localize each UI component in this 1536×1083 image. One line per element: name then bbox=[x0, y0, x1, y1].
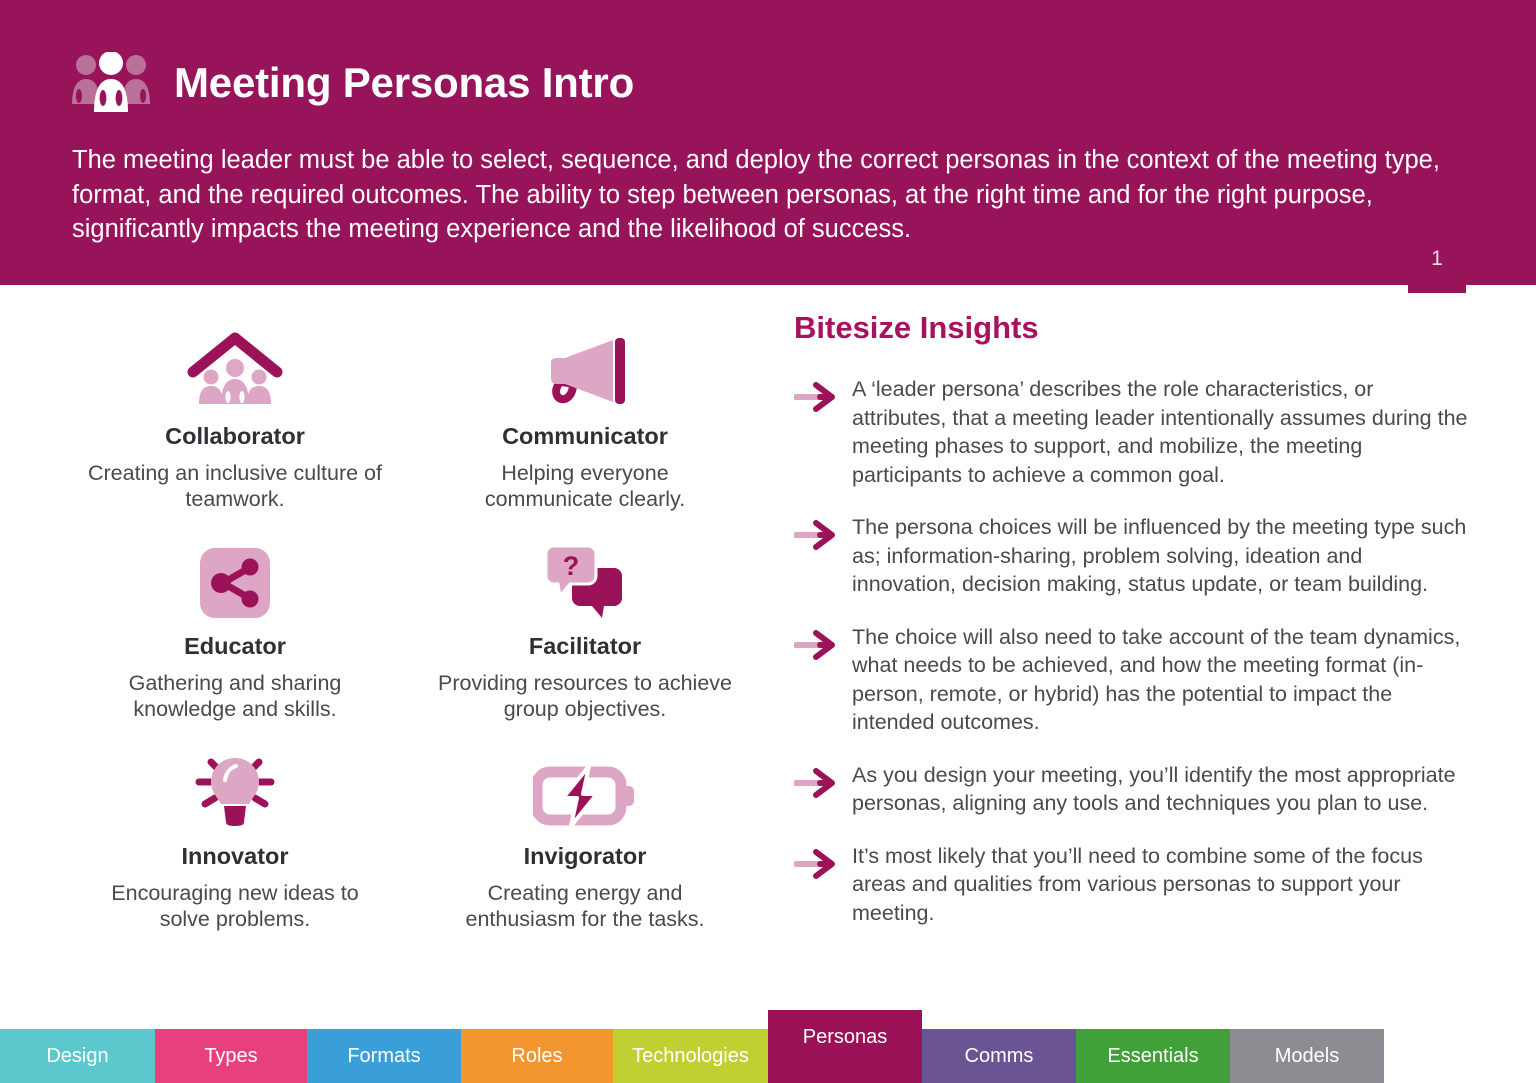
page-header bbox=[0, 0, 1536, 285]
nav-tab-label: Types bbox=[204, 1044, 258, 1067]
persona-card-collaborator[interactable] bbox=[60, 330, 410, 540]
persona-grid bbox=[60, 330, 760, 960]
insight-item bbox=[794, 842, 1484, 928]
insight-text: It’s most likely that you’ll need to combine some of the focus areas and qualities from various personas to support your meeting. bbox=[852, 843, 1423, 925]
insight-text: The persona choices will be influenced by the meeting type such as; information-sharing, problem solving, ideation and innovation, decision making, status update, or team building. bbox=[852, 515, 1467, 596]
nav-tab-types[interactable] bbox=[155, 1029, 307, 1083]
nav-tab-label: Essentials bbox=[1107, 1044, 1199, 1067]
header-title-row bbox=[70, 52, 634, 114]
persona-name: Invigorator bbox=[523, 843, 647, 869]
persona-name: Communicator bbox=[502, 423, 668, 449]
insight-item bbox=[794, 761, 1484, 818]
nav-tab-comms[interactable] bbox=[922, 1029, 1076, 1083]
insight-item bbox=[794, 375, 1484, 489]
persona-description: Gathering and sharing knowledge and skills. bbox=[128, 670, 342, 721]
persona-card-invigorator[interactable] bbox=[410, 750, 760, 960]
persona-icon-wrap bbox=[183, 330, 287, 408]
persona-name: Innovator bbox=[181, 843, 289, 869]
insight-item bbox=[794, 623, 1484, 737]
persona-name: Facilitator bbox=[528, 633, 642, 659]
header-description: The meeting leader must be able to select, sequence, and deploy the correct personas in the context of the meeting type, format, and the required outcomes. The ability to step between personas, at the right time and for the right purpose, significantly impacts the meeting experience and the likelihood of success. bbox=[72, 146, 1440, 243]
nav-tab-label: Roles bbox=[511, 1044, 563, 1067]
insight-text: A ‘leader persona’ describes the role characteristics, or attributes, that a meeting leader intentionally assumes during the meeting phases to support, and mobilize, the meeting participants to achieve a common goal. bbox=[852, 377, 1468, 487]
insight-text: As you design your meeting, you’ll identify the most appropriate personas, aligning any tools and techniques you plan to use. bbox=[852, 762, 1456, 815]
nav-tab-personas[interactable] bbox=[768, 1010, 922, 1083]
persona-card-communicator[interactable] bbox=[410, 330, 760, 540]
nav-tab-design[interactable] bbox=[0, 1029, 155, 1083]
nav-tab-essentials[interactable] bbox=[1076, 1029, 1230, 1083]
nav-tab-technologies[interactable] bbox=[613, 1029, 768, 1083]
persona-description: Creating energy and enthusiasm for the tasks. bbox=[465, 880, 705, 931]
persona-card-educator[interactable] bbox=[60, 540, 410, 750]
persona-icon-wrap bbox=[189, 750, 281, 828]
nav-tab-label: Models bbox=[1274, 1044, 1340, 1067]
share-network-icon bbox=[200, 548, 270, 618]
persona-card-innovator[interactable] bbox=[60, 750, 410, 960]
nav-tab-label: Technologies bbox=[632, 1044, 749, 1067]
persona-card-facilitator[interactable] bbox=[410, 540, 760, 750]
battery-lightning-icon bbox=[533, 764, 637, 828]
persona-icon-wrap bbox=[533, 750, 637, 828]
arrow-right-icon bbox=[794, 849, 840, 879]
page-title: Meeting Personas Intro bbox=[174, 59, 635, 106]
persona-description: Providing resources to achieve group objectives. bbox=[438, 670, 732, 721]
nav-tab-label: Comms bbox=[964, 1044, 1034, 1067]
nav-tab-label: Design bbox=[46, 1044, 109, 1067]
bottom-navigation bbox=[0, 1026, 1536, 1083]
nav-tab-formats[interactable] bbox=[307, 1029, 461, 1083]
insight-text: The choice will also need to take account of the team dynamics, what needs to be achieved, and how the meeting format (in-person, remote, or hybrid) has the potential to impact the intended outcomes. bbox=[852, 624, 1461, 734]
arrow-right-icon bbox=[794, 768, 840, 798]
persona-description: Encouraging new ideas to solve problems. bbox=[111, 880, 359, 931]
bitesize-insights-panel bbox=[794, 312, 1484, 951]
persona-icon-wrap bbox=[542, 540, 628, 618]
persona-icon-wrap bbox=[200, 540, 270, 618]
nav-tab-models[interactable] bbox=[1230, 1029, 1384, 1083]
insight-item bbox=[794, 513, 1484, 599]
insights-heading: Bitesize Insights bbox=[794, 310, 1039, 345]
arrow-right-icon bbox=[794, 382, 840, 412]
nav-tab-roles[interactable] bbox=[461, 1029, 613, 1083]
megaphone-icon bbox=[535, 332, 635, 408]
persona-description: Creating an inclusive culture of teamwork. bbox=[88, 460, 382, 511]
arrow-right-icon bbox=[794, 520, 840, 550]
svg-text:?: ? bbox=[562, 551, 580, 581]
lightbulb-idea-icon bbox=[189, 754, 281, 828]
page-number-badge bbox=[1408, 247, 1466, 293]
nav-tab-label: Formats bbox=[347, 1044, 421, 1067]
people-under-roof-icon bbox=[183, 332, 287, 408]
people-group-icon bbox=[70, 52, 152, 114]
persona-name: Educator bbox=[184, 633, 286, 659]
persona-name: Collaborator bbox=[165, 423, 305, 449]
page-number-value: 1 bbox=[1431, 247, 1443, 270]
nav-tab-label: Personas bbox=[802, 1026, 888, 1048]
persona-icon-wrap bbox=[535, 330, 635, 408]
persona-description: Helping everyone communicate clearly. bbox=[484, 460, 686, 511]
speech-bubbles-question-icon bbox=[542, 544, 628, 618]
arrow-right-icon bbox=[794, 630, 840, 660]
